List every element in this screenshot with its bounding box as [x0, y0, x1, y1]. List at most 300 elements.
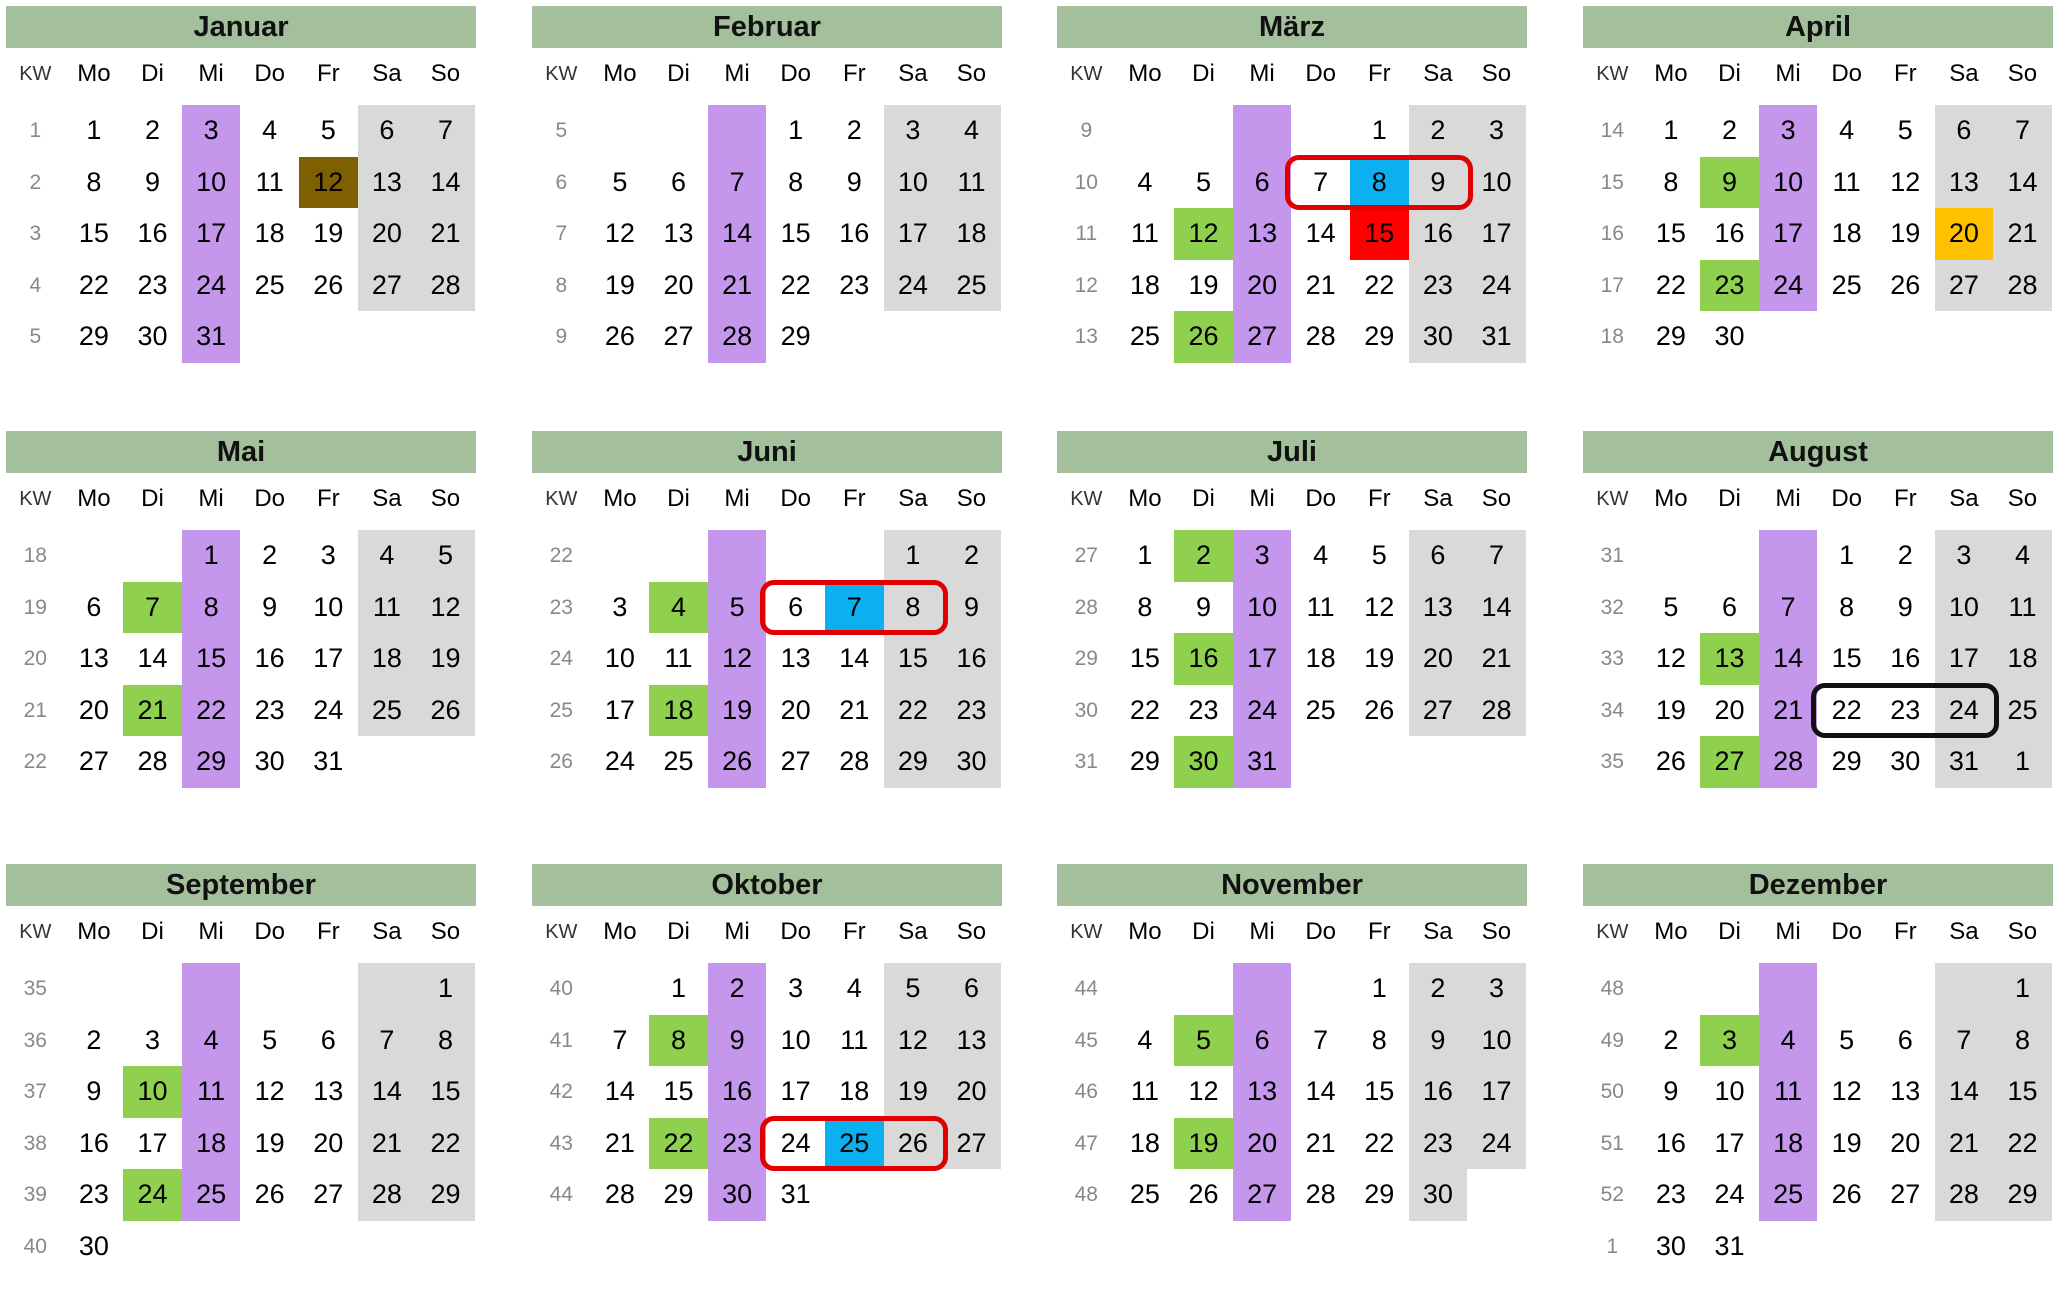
weekday-header: So [430, 485, 461, 512]
day-cell: 15 [416, 1066, 475, 1118]
week-number: 42 [549, 1080, 573, 1103]
day-cell: 14 [1305, 218, 1336, 248]
weekday-header: Sa [1949, 918, 1979, 945]
day-cell: 17 [313, 643, 344, 673]
month-title: September [6, 864, 476, 906]
weekday-header: Di [1718, 485, 1741, 512]
day-cell: 1 [670, 973, 686, 1003]
day-cell: 29 [182, 736, 241, 788]
day-cell: 12 [604, 218, 635, 248]
day-cell: 23 [254, 694, 285, 725]
day-cell: 5 [1897, 115, 1913, 145]
day-cell: 30 [1409, 311, 1468, 363]
day-cell: 14 [137, 643, 168, 673]
day-cell: 27 [78, 746, 109, 776]
day-cell: 19 [1831, 1127, 1862, 1158]
day-cell: 10 [884, 157, 943, 209]
day-cell: 14 [604, 1076, 635, 1106]
month-4 [6, 431, 476, 873]
day-cell: 6 [1233, 157, 1292, 209]
empty-cell [299, 1221, 358, 1273]
weekday-header: Mi [198, 918, 224, 945]
day-cell: 21 [1467, 633, 1526, 685]
day-cell: 13 [1890, 1076, 1921, 1106]
day-cell: 2 [1174, 530, 1233, 582]
weekday-header: Sa [898, 918, 928, 945]
day-cell: 30 [254, 746, 285, 776]
week-number: 20 [23, 647, 47, 670]
day-cell: 26 [708, 736, 767, 788]
week-number: 23 [549, 595, 573, 619]
day-cell: 21 [1305, 269, 1336, 300]
empty-cell [1817, 311, 1876, 363]
day-cell: 10 [604, 643, 635, 673]
week-number: 9 [1080, 119, 1093, 142]
week-number: 21 [23, 698, 47, 722]
empty-cell [825, 1169, 884, 1221]
week-number: 41 [549, 1028, 573, 1052]
day-cell: 24 [1467, 260, 1526, 312]
weekday-header: So [430, 918, 461, 945]
day-cell: 28 [1993, 260, 2052, 312]
day-cell: 12 [1188, 1076, 1219, 1106]
day-cell: 30 [1409, 1169, 1468, 1221]
day-cell: 21 [1993, 208, 2052, 260]
empty-cell [1642, 963, 1701, 1015]
day-cell: 23 [137, 269, 168, 300]
empty-cell [1993, 311, 2052, 363]
day-cell: 8 [1350, 157, 1409, 209]
day-cell: 6 [1897, 1024, 1913, 1055]
day-cell: 4 [358, 530, 417, 582]
day-cell: 7 [1313, 166, 1329, 197]
highlight-box [1285, 155, 1473, 211]
day-cell: 10 [313, 591, 344, 622]
weekday-header: Mo [603, 918, 637, 945]
weekday-header: Mo [77, 485, 111, 512]
day-cell: 12 [416, 582, 475, 634]
day-cell: 12 [1174, 208, 1233, 260]
day-cell: 29 [416, 1169, 475, 1221]
day-cell: 13 [942, 1015, 1001, 1067]
empty-cell [884, 1169, 943, 1221]
empty-cell [1876, 963, 1935, 1015]
day-cell: 8 [1663, 166, 1679, 197]
day-cell: 6 [942, 963, 1001, 1015]
day-cell: 25 [663, 746, 694, 776]
empty-cell [1759, 530, 1818, 582]
day-cell: 24 [182, 260, 241, 312]
weekday-header: KW [19, 63, 52, 85]
day-cell: 14 [416, 157, 475, 209]
day-cell: 19 [416, 633, 475, 685]
day-cell: 6 [358, 105, 417, 157]
day-cell: 26 [1831, 1179, 1862, 1209]
day-cell: 31 [1233, 736, 1292, 788]
day-cell: 3 [320, 540, 336, 570]
day-cell: 24 [1233, 685, 1292, 737]
week-number: 27 [1074, 544, 1098, 567]
day-cell: 23 [1409, 260, 1468, 312]
week-number: 46 [1074, 1080, 1098, 1103]
day-cell: 1 [1371, 973, 1387, 1003]
day-cell: 10 [1759, 157, 1818, 209]
empty-cell [1116, 105, 1175, 157]
day-cell: 22 [1655, 269, 1686, 300]
empty-cell [358, 311, 417, 363]
weekday-header: Fr [1367, 60, 1391, 87]
empty-cell [884, 311, 943, 363]
weekday-header: Sa [1423, 918, 1453, 945]
week-number: 31 [1600, 544, 1624, 567]
day-cell: 4 [1313, 540, 1329, 570]
day-cell: 6 [1935, 105, 1994, 157]
weekday-header: Mi [198, 485, 224, 512]
highlight-box [1811, 683, 1999, 739]
day-cell: 1 [1993, 963, 2052, 1015]
empty-cell [1233, 963, 1292, 1015]
day-cell: 6 [788, 591, 804, 622]
week-number: 31 [1074, 750, 1098, 773]
weekday-header: So [956, 60, 987, 87]
day-cell: 12 [254, 1076, 285, 1106]
weekday-header: KW [545, 63, 578, 85]
day-cell: 2 [1721, 115, 1737, 145]
week-number: 28 [1074, 595, 1098, 619]
day-cell: 8 [86, 166, 102, 197]
weekday-header: Fr [842, 485, 866, 512]
weekday-header: Sa [372, 485, 402, 512]
day-cell: 9 [1897, 591, 1913, 622]
day-cell: 19 [313, 218, 344, 248]
day-cell: 4 [1993, 530, 2052, 582]
day-cell: 15 [663, 1076, 694, 1106]
weekday-header: Di [141, 918, 164, 945]
month-title: Dezember [1583, 864, 2053, 906]
week-number: 26 [549, 750, 573, 773]
day-cell: 23 [1188, 694, 1219, 725]
day-cell: 2 [144, 115, 160, 145]
day-cell: 20 [1935, 208, 1994, 260]
weekday-header: Do [780, 60, 812, 87]
day-cell: 31 [780, 1179, 811, 1209]
empty-cell [942, 311, 1001, 363]
day-cell: 9 [1195, 591, 1211, 622]
day-cell: 25 [1129, 1179, 1160, 1209]
day-cell: 29 [78, 321, 109, 351]
day-cell: 2 [1663, 1024, 1679, 1055]
day-cell: 27 [1890, 1179, 1921, 1209]
day-cell: 7 [358, 1015, 417, 1067]
empty-cell [65, 963, 124, 1015]
day-cell: 30 [78, 1230, 109, 1261]
day-cell: 8 [416, 1015, 475, 1067]
day-cell: 15 [78, 218, 109, 248]
day-cell: 19 [1174, 1118, 1233, 1170]
month-6 [1057, 431, 1527, 873]
weekday-header: KW [19, 488, 52, 510]
week-number: 40 [549, 977, 573, 1000]
day-cell: 20 [1233, 1118, 1292, 1170]
empty-cell [942, 1169, 1001, 1221]
day-cell: 9 [144, 166, 160, 197]
day-cell: 16 [1890, 643, 1921, 673]
month-title: Februar [532, 6, 1002, 48]
day-cell: 27 [1935, 260, 1994, 312]
empty-cell [358, 1221, 417, 1273]
day-cell: 5 [612, 166, 628, 197]
empty-cell [240, 311, 299, 363]
day-cell: 5 [1174, 1015, 1233, 1067]
day-cell: 7 [1759, 582, 1818, 634]
empty-cell [1291, 736, 1350, 788]
day-cell: 21 [604, 1127, 635, 1158]
week-number: 7 [555, 222, 568, 245]
day-cell: 23 [1890, 694, 1921, 725]
empty-cell [649, 105, 708, 157]
highlight-box [760, 580, 948, 636]
day-cell: 27 [942, 1118, 1001, 1170]
day-cell: 11 [1130, 1076, 1159, 1106]
weekday-header: So [956, 485, 987, 512]
day-cell: 11 [255, 166, 284, 197]
day-cell: 8 [649, 1015, 708, 1067]
day-cell: 3 [1935, 530, 1994, 582]
weekday-header: Mo [77, 918, 111, 945]
day-cell: 6 [1233, 1015, 1292, 1067]
day-cell: 28 [1935, 1169, 1994, 1221]
day-cell: 15 [884, 633, 943, 685]
empty-cell [1116, 963, 1175, 1015]
day-cell: 3 [1233, 530, 1292, 582]
empty-cell [1233, 105, 1292, 157]
day-cell: 19 [254, 1127, 285, 1158]
day-cell: 12 [1831, 1076, 1862, 1106]
weekday-header: Do [780, 485, 812, 512]
day-cell: 7 [1993, 105, 2052, 157]
weekday-header: Sa [372, 60, 402, 87]
month-title: November [1057, 864, 1527, 906]
day-cell: 21 [708, 260, 767, 312]
day-cell: 20 [358, 208, 417, 260]
day-cell: 28 [137, 746, 168, 776]
day-cell: 28 [708, 311, 767, 363]
empty-cell [1700, 963, 1759, 1015]
weekday-header: Do [1305, 918, 1337, 945]
day-cell: 24 [604, 746, 635, 776]
week-number: 52 [1600, 1183, 1624, 1206]
day-cell: 19 [1890, 218, 1921, 248]
day-cell: 7 [825, 582, 884, 634]
day-cell: 30 [942, 736, 1001, 788]
weekday-header: Do [780, 918, 812, 945]
day-cell: 27 [1233, 1169, 1292, 1221]
day-cell: 23 [78, 1179, 109, 1209]
weekday-header: Di [667, 485, 690, 512]
week-number: 14 [1600, 119, 1624, 142]
weekday-header: Do [254, 485, 286, 512]
day-cell: 17 [1759, 208, 1818, 260]
empty-cell [1467, 736, 1526, 788]
day-cell: 28 [1467, 685, 1526, 737]
day-cell: 5 [1195, 166, 1211, 197]
weekday-header: Di [1192, 60, 1215, 87]
month-8 [6, 864, 476, 1306]
day-cell: 7 [123, 582, 182, 634]
day-cell: 26 [1890, 269, 1921, 300]
day-cell: 1 [416, 963, 475, 1015]
day-cell: 11 [942, 157, 1001, 209]
weekday-header: Di [1192, 485, 1215, 512]
empty-cell [65, 530, 124, 582]
day-cell: 15 [780, 218, 811, 248]
day-cell: 17 [884, 208, 943, 260]
day-cell: 22 [884, 685, 943, 737]
day-cell: 10 [1935, 582, 1994, 634]
week-number: 29 [1074, 647, 1098, 670]
month-title: Januar [6, 6, 476, 48]
empty-cell [416, 311, 475, 363]
weekday-header: Mo [603, 60, 637, 87]
weekday-header: So [1481, 485, 1512, 512]
day-cell: 21 [358, 1118, 417, 1170]
day-cell: 2 [708, 963, 767, 1015]
day-cell: 16 [1655, 1127, 1686, 1158]
day-cell: 18 [1305, 643, 1336, 673]
weekday-header: Mo [1654, 918, 1688, 945]
week-number: 24 [549, 647, 573, 670]
day-cell: 9 [262, 591, 278, 622]
day-cell: 16 [254, 643, 285, 673]
month-title: Mai [6, 431, 476, 473]
day-cell: 1 [1137, 540, 1153, 570]
day-cell: 10 [1467, 1015, 1526, 1067]
day-cell: 22 [78, 269, 109, 300]
weekday-header: Mo [1128, 60, 1162, 87]
day-cell: 18 [358, 633, 417, 685]
day-cell: 29 [1831, 746, 1862, 776]
weekday-header: Mi [1775, 485, 1801, 512]
day-cell: 13 [1409, 582, 1468, 634]
day-cell: 22 [780, 269, 811, 300]
day-cell: 28 [1759, 736, 1818, 788]
day-cell: 9 [846, 166, 862, 197]
day-cell: 19 [884, 1066, 943, 1118]
day-cell: 21 [1935, 1118, 1994, 1170]
day-cell: 10 [780, 1024, 811, 1055]
day-cell: 26 [416, 685, 475, 737]
day-cell: 18 [254, 218, 285, 248]
day-cell: 29 [1993, 1169, 2052, 1221]
weekday-header: Di [141, 485, 164, 512]
weekday-header: Sa [1423, 485, 1453, 512]
day-cell: 17 [182, 208, 241, 260]
day-cell: 18 [1129, 1127, 1160, 1158]
day-cell: 8 [788, 166, 804, 197]
day-cell: 13 [1935, 157, 1994, 209]
day-cell: 3 [1759, 105, 1818, 157]
day-cell: 1 [1371, 115, 1387, 145]
day-cell: 28 [1305, 321, 1336, 351]
weekday-header: Mi [724, 918, 750, 945]
weekday-header: Mo [1654, 60, 1688, 87]
day-cell: 20 [313, 1127, 344, 1158]
week-number: 49 [1600, 1028, 1624, 1052]
day-cell: 9 [1663, 1076, 1679, 1106]
day-cell: 4 [1839, 115, 1855, 145]
day-cell: 11 [1759, 1066, 1818, 1118]
weekday-header: KW [545, 488, 578, 510]
day-cell: 22 [1364, 1127, 1395, 1158]
empty-cell [825, 530, 884, 582]
day-cell: 20 [663, 269, 694, 300]
day-cell: 23 [839, 269, 870, 300]
day-cell: 12 [299, 157, 358, 209]
day-cell: 28 [839, 746, 870, 776]
day-cell: 24 [313, 694, 344, 725]
week-number: 13 [1074, 325, 1098, 348]
week-number: 34 [1600, 698, 1624, 722]
day-cell: 18 [1129, 269, 1160, 300]
day-cell: 25 [825, 1118, 884, 1170]
day-cell: 2 [846, 115, 862, 145]
weekday-header: So [2007, 485, 2038, 512]
day-cell: 24 [1467, 1118, 1526, 1170]
week-number: 47 [1074, 1131, 1098, 1155]
day-cell: 18 [1993, 633, 2052, 685]
day-cell: 4 [262, 115, 278, 145]
empty-cell [1174, 105, 1233, 157]
weekday-header: Do [1831, 485, 1863, 512]
empty-cell [123, 963, 182, 1015]
day-cell: 25 [942, 260, 1001, 312]
weekday-header: KW [545, 921, 578, 943]
day-cell: 1 [788, 115, 804, 145]
week-number: 6 [555, 170, 568, 194]
day-cell: 11 [1130, 218, 1159, 248]
day-cell: 16 [1174, 633, 1233, 685]
week-number: 30 [1074, 698, 1098, 722]
week-number: 2 [29, 170, 42, 194]
day-cell: 2 [262, 540, 278, 570]
empty-cell [708, 530, 767, 582]
day-cell: 12 [1655, 643, 1686, 673]
day-cell: 24 [1935, 685, 1994, 737]
day-cell: 20 [78, 694, 109, 725]
empty-cell [1759, 1221, 1818, 1273]
day-cell: 5 [1839, 1024, 1855, 1055]
day-cell: 10 [123, 1066, 182, 1118]
week-number: 16 [1600, 222, 1624, 245]
day-cell: 5 [1371, 540, 1387, 570]
day-cell: 26 [1364, 694, 1395, 725]
day-cell: 22 [649, 1118, 708, 1170]
week-number: 44 [549, 1183, 573, 1206]
day-cell: 7 [1467, 530, 1526, 582]
day-cell: 27 [663, 321, 694, 351]
day-cell: 1 [1663, 115, 1679, 145]
day-cell: 21 [839, 694, 870, 725]
empty-cell [649, 530, 708, 582]
weekday-header: Fr [842, 60, 866, 87]
empty-cell [240, 963, 299, 1015]
day-cell: 29 [1129, 746, 1160, 776]
day-cell: 13 [780, 643, 811, 673]
weekday-header: KW [1070, 921, 1103, 943]
day-cell: 4 [942, 105, 1001, 157]
day-cell: 2 [942, 530, 1001, 582]
week-number: 48 [1074, 1183, 1098, 1206]
